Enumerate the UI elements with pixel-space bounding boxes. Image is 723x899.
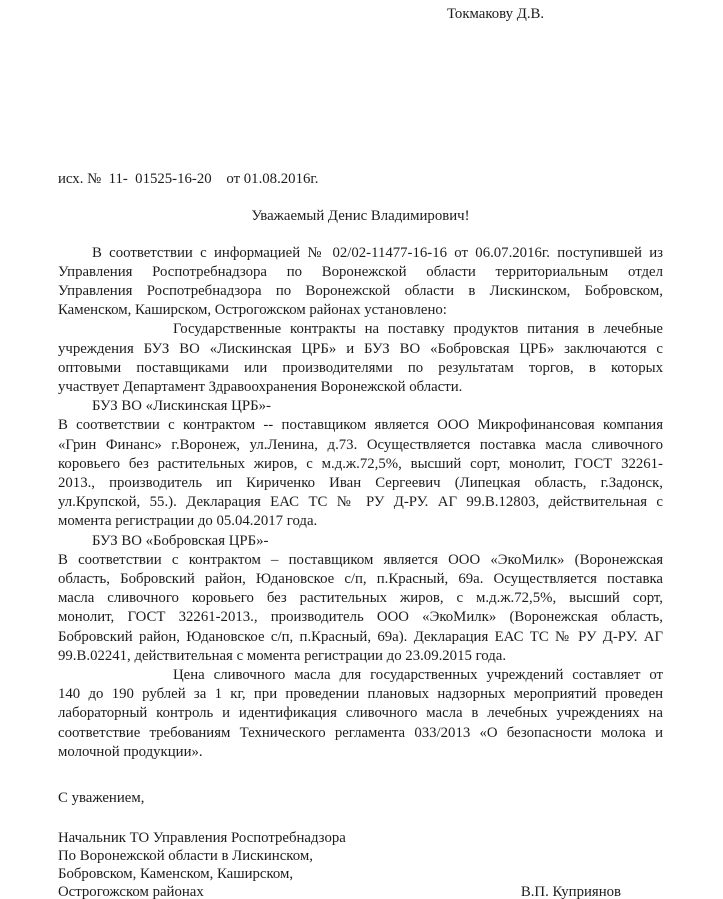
letter-body (58, 244, 663, 762)
signature-title-line: Начальник ТО Управления Роспотребнадзора (58, 830, 346, 847)
signature-block (58, 829, 663, 899)
body-line: 140 до 190 рублей за 1 кг, при проведении плановых надзорных мероприятий проведен (58, 686, 663, 703)
body-line: момента регистрации до 05.04.2017 года. (58, 513, 318, 530)
body-line: учреждения БУЗ ВО «Лискинская ЦРБ» и БУЗ ВО «Бобровская ЦРБ» заключаются с (58, 340, 663, 357)
body-line: В соответствии с информацией № 02/02-11477-16-16 от 06.07.2016г. поступившей из (92, 244, 663, 261)
paragraph-intro (58, 244, 663, 321)
signature-title-line: Острогожском районах (58, 884, 204, 899)
body-line: Бобровский район, Юдановское с/п, п.Красный, 69а). Декларация ЕАС ТС № РУ Д-РУ. АГ (58, 628, 663, 645)
body-line: ул.Крупской, 55.). Декларация ЕАС ТС № РУ Д-РУ. АГ 99.В.12803, действительная с (58, 494, 663, 511)
paragraph-bobrovskaya-details (58, 551, 663, 666)
body-line: В соответствии с контрактом -- поставщиком является ООО Микрофинансовая компания (58, 417, 663, 434)
paragraph-contracts (58, 320, 663, 397)
paragraph-liskinskaya-details (58, 416, 663, 531)
body-line: коровьего без растительных жиров, с м.д.ж.72,5%, высший сорт, монолит, ГОСТ 32261- (58, 455, 663, 472)
body-line: Управления Роспотребнадзора по Воронежской области территориальным отдел (58, 263, 663, 280)
body-line: «Грин Финанс» г.Воронеж, ул.Ленина, д.73. Осуществляется поставка масла сливочного (58, 436, 663, 453)
body-line: монолит, ГОСТ 32261-2013., производитель ООО «ЭкоМилк» (Воронежская область, (58, 609, 663, 626)
signature-title-line: Бобровском, Каменском, Каширском, (58, 866, 294, 883)
body-line: БУЗ ВО «Бобровская ЦРБ»- (92, 532, 269, 549)
body-line: В соответствии с контрактом – поставщиком является ООО «ЭкоМилк» (Воронежская (58, 551, 663, 568)
body-line: Управления Роспотребнадзора по Воронежской области в Лискинском, Бобровском, (58, 283, 663, 300)
body-line: Государственные контракты на поставку продуктов питания в лечебные (173, 321, 663, 338)
body-line: 2013., производитель ип Кириченко Иван Сергеевич (Липецкая область, г.Задонск, (58, 475, 663, 492)
paragraph-price (58, 666, 663, 762)
body-line: БУЗ ВО «Лискинская ЦРБ»- (92, 398, 271, 415)
body-line: молочной продукции». (58, 743, 203, 760)
body-line: оптовыми поставщиками или производителями по результатам торгов, в которых (58, 359, 663, 376)
body-line: соответствие требованиям Технического регламента 033/2013 «О безопасности молока и (58, 724, 663, 741)
signer-name: В.П. Куприянов (520, 884, 621, 899)
body-line: участвует Департамент Здравоохранения Воронежской области. (58, 379, 463, 396)
body-line: Каменском, Каширском, Острогожском районах установлено: (58, 302, 447, 319)
closing-regards: С уважением, (58, 790, 145, 807)
ref-number-line: исх. № 11- 01525-16-20 от 01.08.2016г. (58, 171, 319, 188)
body-line: масла сливочного коровьего без растительных жиров, с м.д.ж.72,5%, высший сорт, (58, 590, 663, 607)
heading-liskinskaya-crb (58, 397, 663, 416)
body-line: область, Бобровский район, Юдановское с/п, п.Красный, 69а. Осуществляется поставка (58, 571, 663, 588)
salutation: Уважаемый Денис Владимирович! (251, 208, 470, 225)
signature-title-line: По Воронежской области в Лискинском, (58, 848, 313, 865)
body-line: лабораторный контроль и идентификация сливочного масла в лечебных учреждениях на (58, 705, 663, 722)
body-line: 99.В.02241, действительная с момента регистрации до 23.09.2015 года. (58, 647, 507, 664)
addressee: Токмакову Д.В. (447, 6, 545, 22)
body-line: Цена сливочного масла для государственных учреждений составляет от (173, 667, 663, 684)
heading-bobrovskaya-crb (58, 532, 663, 551)
